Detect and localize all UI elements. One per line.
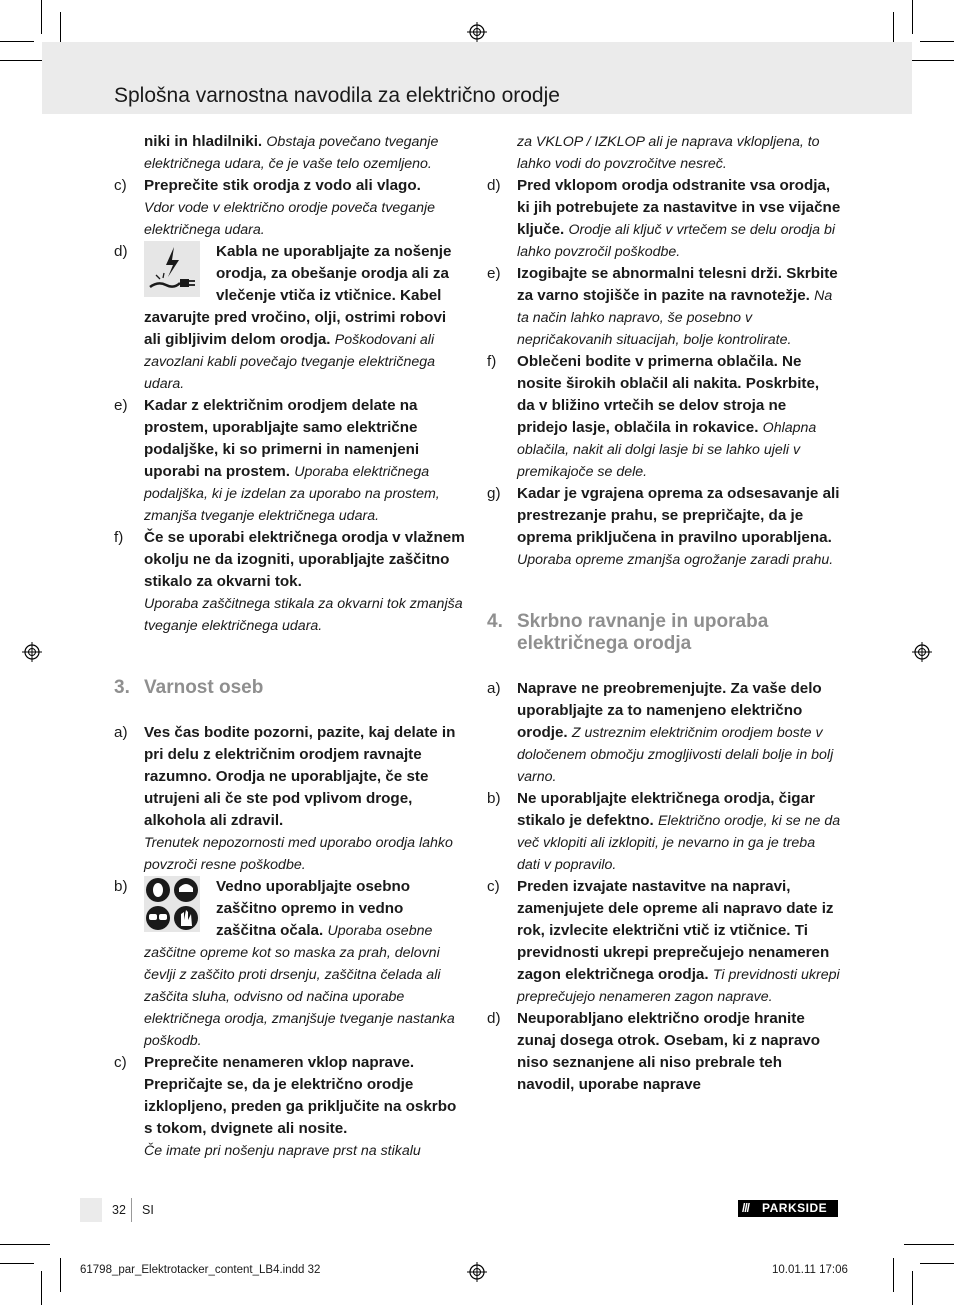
section-title: Skrbno ravnanje in uporaba električnega orodja <box>517 611 769 654</box>
item-italic-text: Poškodovani ali zavozlani kabli povečajo tveganje električnega udara. <box>144 332 436 392</box>
list-item <box>112 876 467 1052</box>
parkside-logo <box>738 1200 838 1217</box>
list-item <box>112 175 467 241</box>
list-item <box>112 395 467 527</box>
item-bold-text: Izogibajte se abnormalni telesni drži. Skrbite za varno stojišče in pazite na ravnotežje. <box>517 265 838 304</box>
crop-mark <box>893 1258 894 1292</box>
list-item <box>485 263 841 351</box>
item-italic-text: Električno orodje, ki se ne da več vklopiti ali izklopiti, je nevarno in ga je treba dati v popravilo. <box>517 813 841 873</box>
logo-text: PARKSIDE <box>762 1201 828 1215</box>
item-italic-text: Ohlapna oblačila, nakit ali dolgi lasje bi se lahko ujeli v premikajoče se dele. <box>517 420 817 480</box>
crop-mark <box>60 12 61 46</box>
item-label: b) <box>487 790 501 807</box>
section-heading <box>112 677 467 699</box>
crop-mark <box>0 1244 50 1245</box>
item-italic-text: Uporaba opreme zmanjša ogrožanje zaradi prahu. <box>517 552 834 568</box>
item-italic-text: Orodje ali ključ v vrtečem se delu orodja bi lahko povzročil poškodbe. <box>517 222 836 260</box>
cable-hazard-icon <box>144 241 200 297</box>
list-item <box>112 722 467 876</box>
crop-mark <box>893 12 894 46</box>
item-bold-text: Kadar z električnim orodjem delate na prostem, uporabljajte samo električne podaljške, ki so primerni in namenjeni uporabi na prostem. <box>144 397 420 480</box>
item-italic-text: Če imate pri nošenju naprave prst na stikalu <box>144 1143 421 1159</box>
section-title: Varnost oseb <box>144 677 264 698</box>
list-item <box>485 483 841 571</box>
item-bold-text: Neuporabljano električno orodje hranite zunaj dosega otrok. Osebam, ki z napravo niso seznanjene ali niso prebrale teh navodil, uporabe naprave <box>517 1010 820 1093</box>
item-label: g) <box>487 485 501 502</box>
item-italic-text: Uporaba osebne zaščitne opreme kot so maska za prah, delovni čevlji z zaščito proti drsenju, zaščitna čelada ali zaščita sluha, odvisno od načina uporabe električnega orodja, zmanjšuje tveganje nastanka poškodb. <box>144 923 455 1049</box>
file-slug: 61798_par_Elektrotacker_content_LB4.indd 32 <box>80 1264 321 1276</box>
crop-mark <box>920 1263 954 1264</box>
item-label: e) <box>487 265 501 282</box>
crop-mark <box>920 41 954 42</box>
crop-mark <box>0 41 34 42</box>
item-label: b) <box>114 878 128 895</box>
list-item <box>112 527 467 637</box>
page-number: 32 <box>112 1203 126 1217</box>
item-bold-text: Pred vklopom orodja odstranite vsa orodja, ki jih potrebujete za nastavitve in vse vijačne ključe. <box>517 177 841 238</box>
item-italic-text: Trenutek nepozornosti med uporabo orodja lahko povzroči resne poškodbe. <box>144 835 453 873</box>
item-italic-text: Vdor vode v električno orodje poveča tveganje električnega udara. <box>144 200 436 238</box>
item-italic-text: Obstaja povečano tveganje električnega udara, če je vaše telo ozemljeno. <box>144 134 439 172</box>
item-bold-text: Kadar je vgrajena oprema za odsesavanje ali prestrezanje prahu, se prepričajte, da je oprema priključena in pravilno uporabljena. <box>517 485 840 546</box>
list-item <box>485 1008 841 1096</box>
list-item <box>485 175 841 263</box>
language-code: SI <box>142 1203 154 1217</box>
item-italic-text: Z ustreznim električnim orodjem boste v določenem območju zmogljivosti delali bolje in bolj varno. <box>517 725 834 785</box>
item-italic-text: Ti previdnosti ukrepi preprečujejo nenameren zagon naprave. <box>517 967 840 1005</box>
item-bold-text: Ves čas bodite pozorni, pazite, kaj delate in pri delu z električnim orodjem ravnajte razumno. Orodja ne uporabljajte, če ste utrujeni ali če ste pod vplivom droge, alkohola ali zdravil. <box>144 724 456 829</box>
item-bold-text: Naprave ne preobremenjujte. Za vaše delo uporabljajte za to namenjeno električno orodje. <box>517 680 822 741</box>
item-bold-text: Oblečeni bodite v primerna oblačila. Ne nosite širokih oblačil ali nakita. Poskrbite, da v bližino vrtečih se delov stroja ne pridejo lasje, oblačila in rokavice. <box>517 353 820 436</box>
item-bold-text: Kabla ne uporabljajte za nošenje orodja, za obešanje orodja ali za vlečenje vtiča iz vtičnice. Kabel zavarujte pred vročino, olji, ostrimi robovi ali gibljivim delom orodja. <box>144 243 452 348</box>
item-label: d) <box>487 1010 501 1027</box>
item-label: c) <box>114 177 127 194</box>
crop-mark <box>0 1263 34 1264</box>
list-item <box>112 1052 467 1162</box>
crop-mark <box>41 0 42 34</box>
left-column <box>112 131 467 1162</box>
crop-mark <box>41 1271 42 1305</box>
list-item <box>485 131 841 175</box>
item-label: a) <box>487 680 501 697</box>
item-bold-text: Preden izvajate nastavitve na napravi, zamenjujete dele opreme ali napravo date iz rok, izvlecite električni vtič iz vtičnice. Ti previdnosti ukrepi preprečujejo nenameren zagon električnega orodja. <box>517 878 834 983</box>
item-bold-text: Če se uporabi električnega orodja v vlažnem okolju ne da izogniti, uporabljajte zaščitno stikalo za okvarni tok. <box>144 529 465 590</box>
item-bold-text: Ne uporabljajte električnega orodja, čigar stikalo je defektno. <box>517 790 815 829</box>
list-item <box>485 876 841 1008</box>
right-column <box>485 131 841 1096</box>
logo-slashes: /// <box>742 1201 750 1215</box>
item-italic-text: Uporaba električnega podaljška, ki je izdelan za uporabo na prostem, zmanjša tveganje električnega udara. <box>144 464 440 524</box>
page-title: Splošna varnostna navodila za električno orodje <box>114 84 560 107</box>
item-label: f) <box>487 353 497 370</box>
item-italic-text: Uporaba zaščitnega stikala za okvarni tok zmanjša tveganje električnega udara. <box>144 596 463 634</box>
item-bold-text: Preprečite stik orodja z vodo ali vlago. <box>144 177 421 194</box>
section-heading <box>485 611 841 655</box>
item-bold-text: Vedno uporabljajte osebno zaščitno opremo in vedno zaščitna očala. <box>216 878 411 939</box>
item-italic-text: Na ta način lahko napravo, še posebno v nepričakovanih situacijah, bolje kontrolirate. <box>517 288 833 348</box>
item-label: a) <box>114 724 128 741</box>
item-label: e) <box>114 397 128 414</box>
crop-mark <box>904 1244 954 1245</box>
print-date: 10.01.11 17:06 <box>772 1264 848 1276</box>
item-label: d) <box>114 243 128 260</box>
item-bold-text: niki in hladilniki. <box>144 133 263 150</box>
list-item <box>485 678 841 788</box>
crop-mark <box>912 0 913 34</box>
registration-mark-icon <box>22 642 42 662</box>
page-number-tab <box>80 1198 102 1222</box>
item-label: d) <box>487 177 501 194</box>
item-label: f) <box>114 529 124 546</box>
page-header <box>42 42 912 114</box>
registration-mark-icon <box>912 642 932 662</box>
section-number: 3. <box>114 677 130 698</box>
item-bold-text: Preprečite nenameren vklop naprave. Prepričajte se, da je električno orodje izklopljeno, preden ga priključite na oskrbo s tokom, dvignete ali nosite. <box>144 1054 457 1137</box>
footer-divider <box>131 1198 132 1222</box>
item-label: c) <box>487 878 500 895</box>
crop-mark <box>912 1271 913 1305</box>
crop-mark <box>60 1258 61 1292</box>
protective-equipment-icon <box>144 876 200 932</box>
list-item <box>112 241 467 395</box>
list-item <box>112 131 467 175</box>
item-italic-text: za VKLOP / IZKLOP ali je naprava vklopljena, to lahko vodi do povzročitve nesreč. <box>517 134 820 172</box>
section-number: 4. <box>487 611 503 632</box>
list-item <box>485 351 841 483</box>
item-label: c) <box>114 1054 127 1071</box>
registration-mark-icon <box>467 22 487 42</box>
registration-mark-icon <box>467 1262 487 1282</box>
list-item <box>485 788 841 876</box>
